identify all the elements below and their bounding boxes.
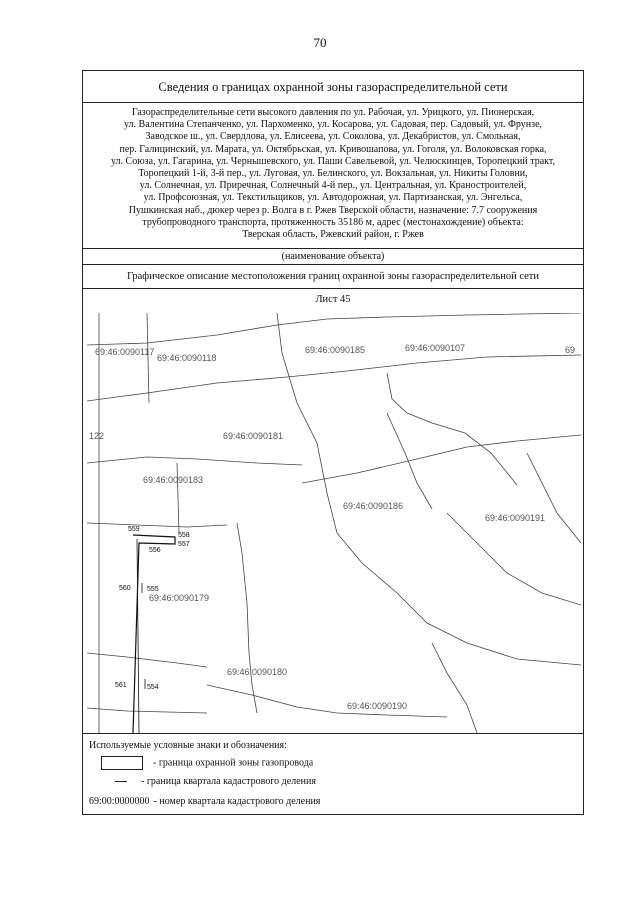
quarter-boundary [387, 373, 517, 485]
cadastral-number: 69:46:0090107 [405, 343, 466, 353]
quarter-boundary [207, 685, 447, 717]
quarter-boundary-symbol-icon [115, 781, 127, 782]
cadastral-number: 69:46:0090186 [343, 501, 404, 511]
cadastral-number: 69:46:0090179 [149, 593, 210, 603]
legend-item-quarter-number [89, 796, 320, 807]
document-title: Сведения о границах охранной зоны газораспределительной сети [83, 71, 583, 103]
legend-item-protection-zone [89, 756, 313, 770]
description-line: ул. Солнечная, ул. Приречная, Солнечный 4-й пер., ул. Центральная, ул. Краностроителей, [139, 180, 527, 192]
cadastral-number: 69:46:0090180 [227, 667, 288, 677]
boundary-info-table [82, 70, 584, 815]
description-line: ул. Профсоюзная, ул. Текстильщиков, ул. Автодорожная, ул. Партизанская, ул. Энгельса, [143, 192, 523, 204]
cadastral-number: 69:46:0090118 [157, 353, 217, 363]
description-line: Торопецкий 1-й, 3-й пер., ул. Луговая, ул. Белинского, ул. Вокзальная, ул. Никиты Головни, [138, 168, 528, 180]
cadastral-number: 69:46:0090191 [485, 513, 546, 523]
quarter-number-example: 69:00:0000000 [89, 796, 150, 807]
description-line: Тверская область, Ржевский район, г. Ржев [242, 229, 424, 241]
point-number: 556 [149, 547, 161, 554]
cadastral-number: 69 [565, 345, 576, 355]
description-line: Пушкинская наб., дюкер через р. Волга в г. Ржев Тверской области, назначение: 7.7 сооружения [128, 204, 538, 216]
cadastral-number: 122 [89, 431, 105, 441]
point-number: 560 [119, 585, 131, 592]
cadastral-number: 69:46:0090117 [95, 347, 155, 357]
quarter-boundary [87, 708, 207, 713]
description-line: Заводское ш., ул. Свердлова, ул. Елисеева, ул. Соколова, ул. Декабристов, ул. Смольная, [145, 131, 521, 143]
description-line: ул. Союза, ул. Гагарина, ул. Чернышевского, ул. Паши Савельевой, ул. Челюскинцев, Торопецкий тракт, [110, 155, 556, 167]
quarter-boundary [527, 453, 581, 543]
graphic-description-title: Графическое описание местоположения границ охранной зоны газораспределительной сети [83, 265, 583, 289]
quarter-boundary [447, 513, 581, 605]
cadastral-number: 69:46:0090181 [223, 431, 284, 441]
quarter-boundary [432, 643, 477, 733]
description-line: ул. Валентина Степанченко, ул. Пархоменко, ул. Косарова, ул. Садовая, пер. Садовый, ул. Фрунзе, [123, 119, 543, 131]
description-line: Газораспределительные сети высокого давления по ул. Рабочая, ул. Урицкого, ул. Пионерская, [131, 107, 535, 118]
quarter-boundary [87, 523, 227, 527]
legend-item-quarter-boundary [89, 776, 316, 787]
cadastral-number: 69:46:0090183 [143, 475, 204, 485]
cadastral-number: 69:46:0090190 [347, 701, 408, 711]
legend-header: Используемые условные знаки и обозначения: [89, 740, 287, 751]
legend [83, 733, 583, 817]
cadastral-labels [89, 343, 575, 711]
cadastral-number: 69:46:0090185 [305, 345, 366, 355]
quarter-boundary [362, 563, 581, 665]
legend-item-text: - граница квартала кадастрового деления [141, 776, 316, 787]
page-number: 70 [313, 35, 327, 50]
point-labels [115, 526, 190, 691]
description-line: трубопроводного транспорта, протяженность 35186 м, адрес (местонахождение) объекта: [142, 216, 524, 228]
object-caption: (наименование объекта) [83, 249, 583, 265]
point-number: 559 [128, 526, 140, 533]
quarter-boundary [87, 313, 581, 345]
quarter-boundary [147, 313, 149, 403]
zone-boundary-symbol-icon [101, 756, 143, 770]
cadastral-boundaries [87, 313, 581, 733]
legend-item-text: - номер квартала кадастрового деления [153, 796, 321, 807]
quarter-boundary [237, 523, 257, 713]
quarter-boundary [87, 457, 302, 465]
description-line: пер. Галицинский, ул. Марата, ул. Октябрьская, ул. Кривошапова, ул. Гоголя, ул. Волоковская горка, [119, 143, 547, 155]
cadastral-map [87, 313, 581, 733]
point-number: 558 [178, 532, 190, 539]
quarter-boundary [302, 435, 581, 483]
sheet-label: Лист 45 [315, 294, 351, 305]
object-description [83, 103, 583, 249]
quarter-boundary [87, 653, 207, 667]
legend-item-text: - граница охранной зоны газопровода [153, 757, 314, 769]
point-number: 554 [147, 684, 159, 691]
gas-pipeline-protection-zone [133, 535, 175, 733]
point-number: 561 [115, 682, 127, 689]
quarter-boundary [177, 463, 179, 533]
point-number: 555 [147, 586, 159, 593]
point-number: 557 [178, 541, 190, 548]
